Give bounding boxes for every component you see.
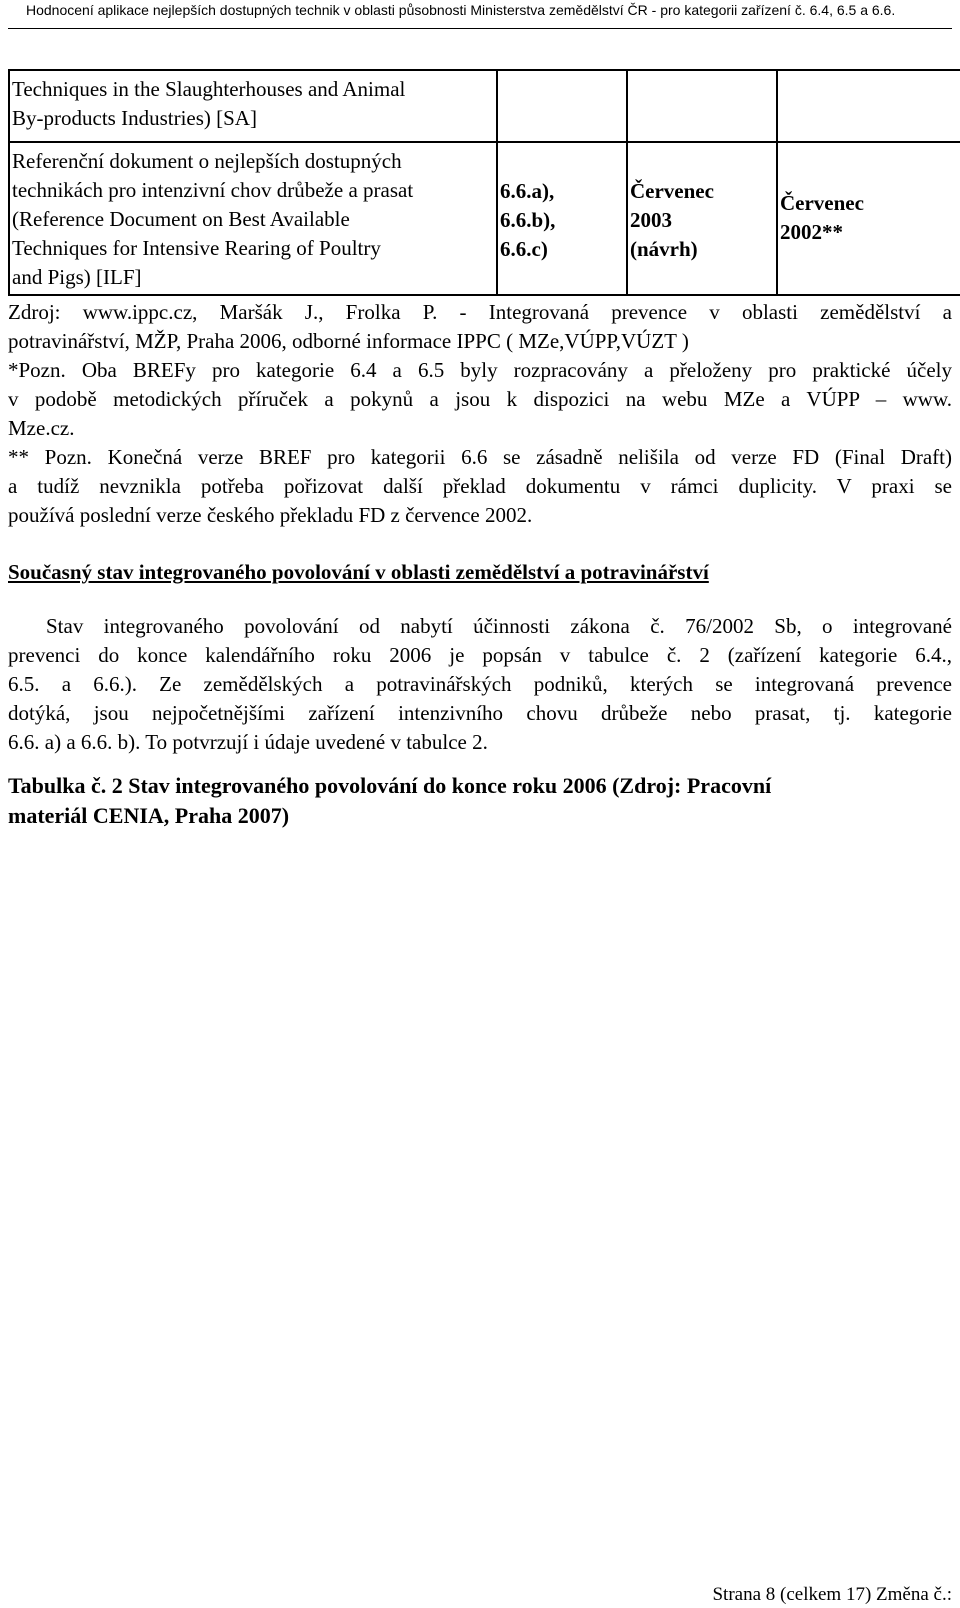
paragraph-line: 6.5. a 6.6.). Ze zemědělských a potravinářských podniků, kterých se integrovaná prevence: [8, 672, 952, 696]
paragraph-line: dotýká, jsou nejpočetnějšími zařízení intenzivního chovu drůbeže nebo prasat, tj. kategorie: [8, 701, 952, 725]
bref-reference-table: [8, 69, 960, 296]
paragraph-line: prevenci do konce kalendářního roku 2006 je popsán v tabulce č. 2 (zařízení kategorie 6.4.,: [8, 643, 952, 667]
final-date-line: Červenec: [780, 191, 864, 215]
paragraph-line: Stav integrovaného povolování od nabytí účinnosti zákona č. 76/2002 Sb, o integrované: [46, 614, 952, 638]
draft-date-cell: [627, 142, 777, 295]
draft-date-cell: [627, 70, 777, 142]
note-line: používá poslední verze českého překladu FD z července 2002.: [8, 503, 533, 527]
cell-line: Techniques for Intensive Rearing of Poultry: [12, 236, 381, 260]
cell-line: and Pigs) [ILF]: [12, 265, 142, 289]
cell-line: By-products Industries) [SA]: [12, 106, 257, 130]
note-line: v podobě metodických příruček a pokynů a jsou k dispozici na webu MZe a VÚPP – www.: [8, 387, 952, 411]
page-footer: Strana 8 (celkem 17) Změna č.:: [712, 1584, 952, 1605]
table-row: [9, 70, 960, 142]
document-name-cell: [9, 142, 497, 295]
source-note: [8, 298, 952, 530]
table-row: [9, 142, 960, 295]
category-cell: [497, 142, 627, 295]
final-date-line: 2002**: [780, 220, 843, 244]
final-date-cell: [777, 70, 960, 142]
cell-line: Referenční dokument o nejlepších dostupných: [12, 149, 402, 173]
source-line: potravinářství, MŽP, Praha 2006, odborné informace IPPC ( MZe,VÚPP,VÚZT ): [8, 329, 689, 353]
category-line: 6.6.c): [500, 237, 548, 261]
note-line: *Pozn. Oba BREFy pro kategorie 6.4 a 6.5 byly rozpracovány a přeloženy pro praktické účely: [8, 358, 952, 382]
note-line: ** Pozn. Konečná verze BREF pro kategorii 6.6 se zásadně nelišila od verze FD (Final Draft): [8, 445, 952, 469]
category-cell: [497, 70, 627, 142]
cell-line: Techniques in the Slaughterhouses and Animal: [12, 77, 406, 101]
caption-line: materiál CENIA, Praha 2007): [8, 803, 290, 828]
section-heading: Současný stav integrovaného povolování v oblasti zemědělství a potravinářství: [8, 560, 709, 584]
source-line: Zdroj: www.ippc.cz, Maršák J., Frolka P. - Integrovaná prevence v oblasti zemědělství a: [8, 300, 952, 324]
draft-date-line: Červenec: [630, 179, 714, 203]
document-name-cell: [9, 70, 497, 142]
note-line: Mze.cz.: [8, 416, 75, 440]
caption-line: Tabulka č. 2 Stav integrovaného povolování do konce roku 2006 (Zdroj: Pracovní: [8, 773, 772, 798]
running-header: Hodnocení aplikace nejlepších dostupných technik v oblasti působnosti Ministerstva zemědělství ČR - pro kategorii zařízení č. 6.4, 6.5 a 6.6.: [26, 2, 896, 18]
note-line: a tudíž nevznikla potřeba pořizovat další překlad dokumentu v rámci duplicity. V praxi se: [8, 474, 952, 498]
header-rule: [8, 28, 952, 29]
paragraph-line: 6.6. a) a 6.6. b). To potvrzují i údaje uvedené v tabulce 2.: [8, 730, 488, 754]
section-paragraph: [8, 612, 952, 757]
category-line: 6.6.a),: [500, 179, 555, 203]
draft-date-line: 2003: [630, 208, 672, 232]
draft-date-line: (návrh): [630, 237, 698, 261]
cell-line: technikách pro intenzivní chov drůbeže a prasat: [12, 178, 414, 202]
table-caption: [8, 771, 771, 831]
cell-line: (Reference Document on Best Available: [12, 207, 350, 231]
category-line: 6.6.b),: [500, 208, 556, 232]
final-date-cell: [777, 142, 960, 295]
